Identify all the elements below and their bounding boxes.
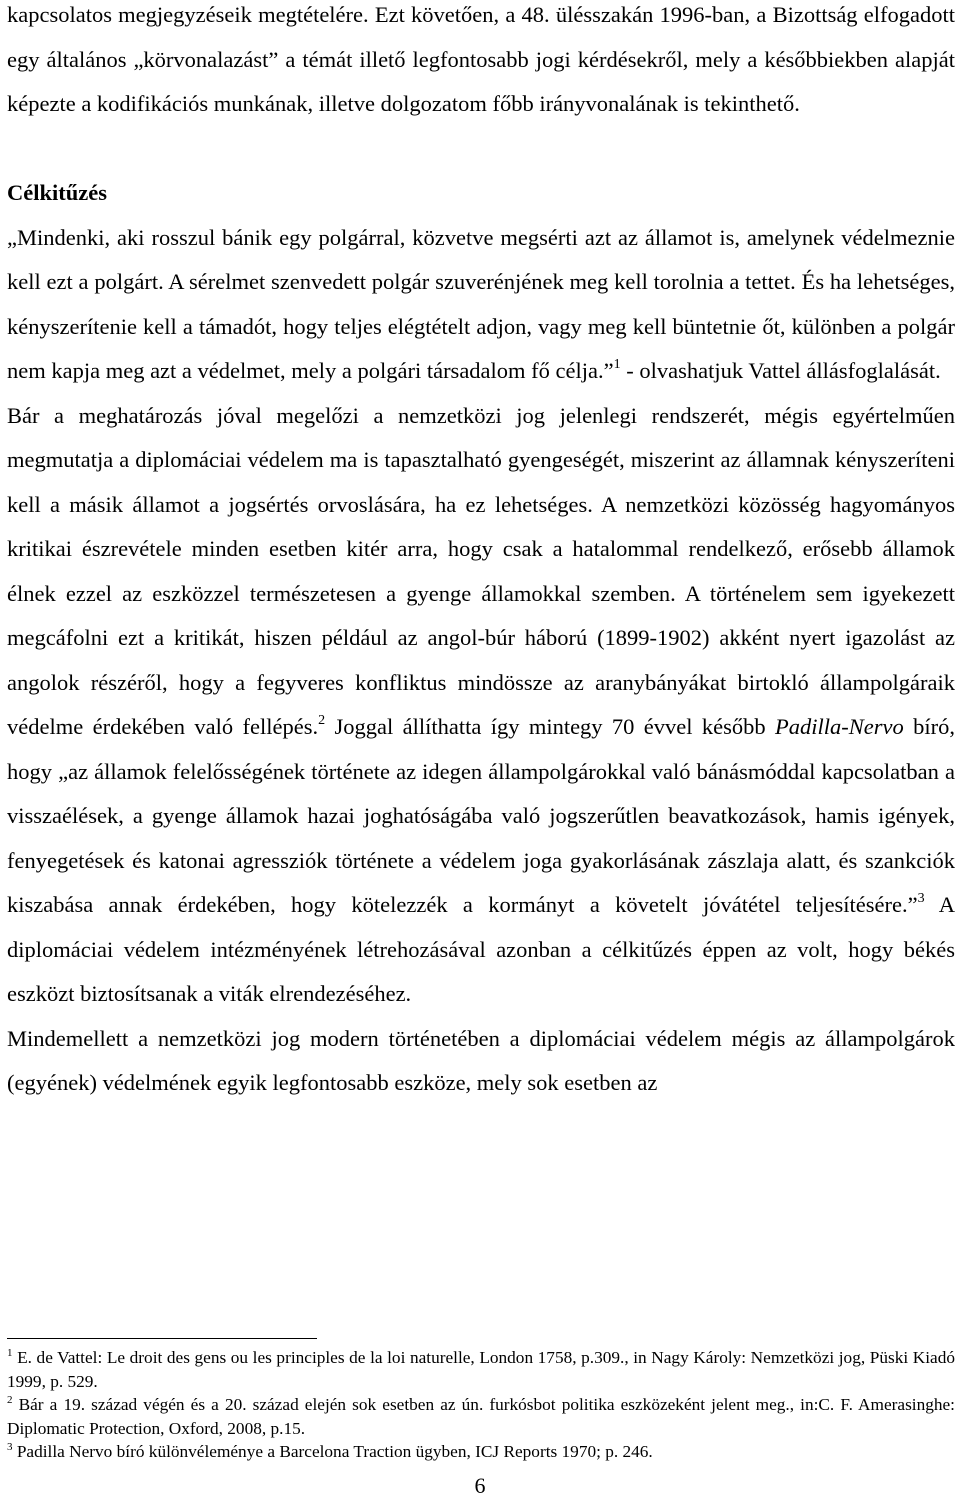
- footnote-text: Bár a 19. század végén és a 20. század elején sok esetben az ún. furkósbot politika eszközeként jelent meg., in:C. F. Amerasinghe: Diplomatic Protection, Oxford, 2008, p.15.: [7, 1395, 955, 1438]
- footnote-number: 3: [7, 1441, 13, 1453]
- footnote-text: E. de Vattel: Le droit des gens ou les principles de la loi naturelle, London 1758, p.309., in Nagy Károly: Nemzetközi jog, Püski Kiadó 1999, p. 529.: [7, 1348, 955, 1391]
- footnote-number: 1: [7, 1347, 13, 1359]
- footnote-text: Padilla Nervo bíró különvéleménye a Barcelona Traction ügyben, ICJ Reports 1970; p. 246.: [12, 1442, 653, 1461]
- footnote-ref-1[interactable]: 1: [613, 357, 621, 372]
- main-paragraph: [7, 394, 955, 1017]
- footnote-separator: [7, 1338, 317, 1339]
- footnote-ref-2[interactable]: 2: [318, 713, 326, 728]
- vattel-quote: „Mindenki, aki rosszul bánik egy polgárral, közvetve megsérti azt az államot is, amelynek védelmeznie kell ezt a polgárt. A sérelmet szenvedett polgár szuverénjének meg kell torolnia a tettet. És ha lehetséges, kényszerítenie kell a támadót, hogy teljes elégtételt adjon, vagy meg kell büntetnie őt, különben a polgár nem kapja meg azt a védelmet, mely a polgári társadalom fő célja.”: [7, 224, 955, 383]
- footnote-2: [7, 1393, 955, 1440]
- page-number: 6: [474, 1473, 486, 1498]
- footnote-3: [7, 1440, 955, 1464]
- body-text: [7, 0, 955, 1106]
- final-paragraph: Mindemellett a nemzetközi jog modern történetében a diplomáciai védelem mégis az állampolgárok (egyének) védelmének egyik legfontosabb eszköze, mely sok esetben az: [7, 1025, 955, 1095]
- intro-paragraph: kapcsolatos megjegyzéseik megtételére. Ezt követően, a 48. ülésszakán 1996-ban, a Bizottság elfogadott egy általános „körvonalazást” a témát illető legfontosabb jogi kérdésekről, mely a későbbiekben alapját képezte a kodifikációs munkának, illetve dolgozatom főbb irányvonalának is tekinthető.: [7, 2, 955, 116]
- quote-attribution: - olvashatjuk Vattel állásfoglalását.: [620, 358, 941, 383]
- quote-paragraph: [7, 216, 955, 394]
- italic-name: Padilla-Nervo: [775, 714, 904, 739]
- section-heading: Célkitűzés: [7, 180, 107, 205]
- footnote-ref-3[interactable]: 3: [917, 891, 925, 906]
- main-paragraph-part-3: bíró, hogy „az államok felelősségének története az idegen állampolgárokkal való bánásmóddal kapcsolatban a visszaélések, a gyenge államok hazai joghatóságába való jogszerűtlen beavatkozások, hamis igények, fenyegetések és katonai agressziók története a védelem joga gyakorlásának zászlaja alatt, és szankciók kiszabása annak érdekében, hogy kötelezzék a kormányt a követelt jóvátétel teljesítésére.”: [7, 714, 956, 917]
- footnotes: [7, 1346, 955, 1464]
- footnote-1: [7, 1346, 955, 1393]
- main-paragraph-part-1: Bár a meghatározás jóval megelőzi a nemzetközi jog jelenlegi rendszerét, mégis egyértelműen megmutatja a diplomáciai védelem ma is tapasztalható gyengeségét, miszerint az államnak kényszeríteni kell a másik államot a jogsértés orvoslására, ha ez lehetséges. A nemzetközi közösség hagyományos kritikai észrevétele minden esetben kitér arra, hogy csak a hatalommal rendelkező, erősebb államok élnek ezzel az eszközzel természetesen a gyenge államokkal szemben. A történelem sem igyekezett megcáfolni ezt a kritikát, hiszen például az angol-búr háború (1899-1902) akként nyert igazolást az angolok részéről, hogy a fegyveres konfliktus mindössze az aranybányákat birtokló állampolgáraik védelme érdekében való fellépés.: [7, 402, 955, 739]
- main-paragraph-part-4: A diplomáciai védelem intézményének létrehozásával azonban a célkitűzés éppen az volt, hogy békés eszközt biztosítsanak a viták elrendezéséhez.: [7, 892, 955, 1006]
- main-paragraph-part-2: Joggal állíthatta így mintegy 70 évvel később: [325, 714, 776, 739]
- footnote-number: 2: [7, 1394, 13, 1406]
